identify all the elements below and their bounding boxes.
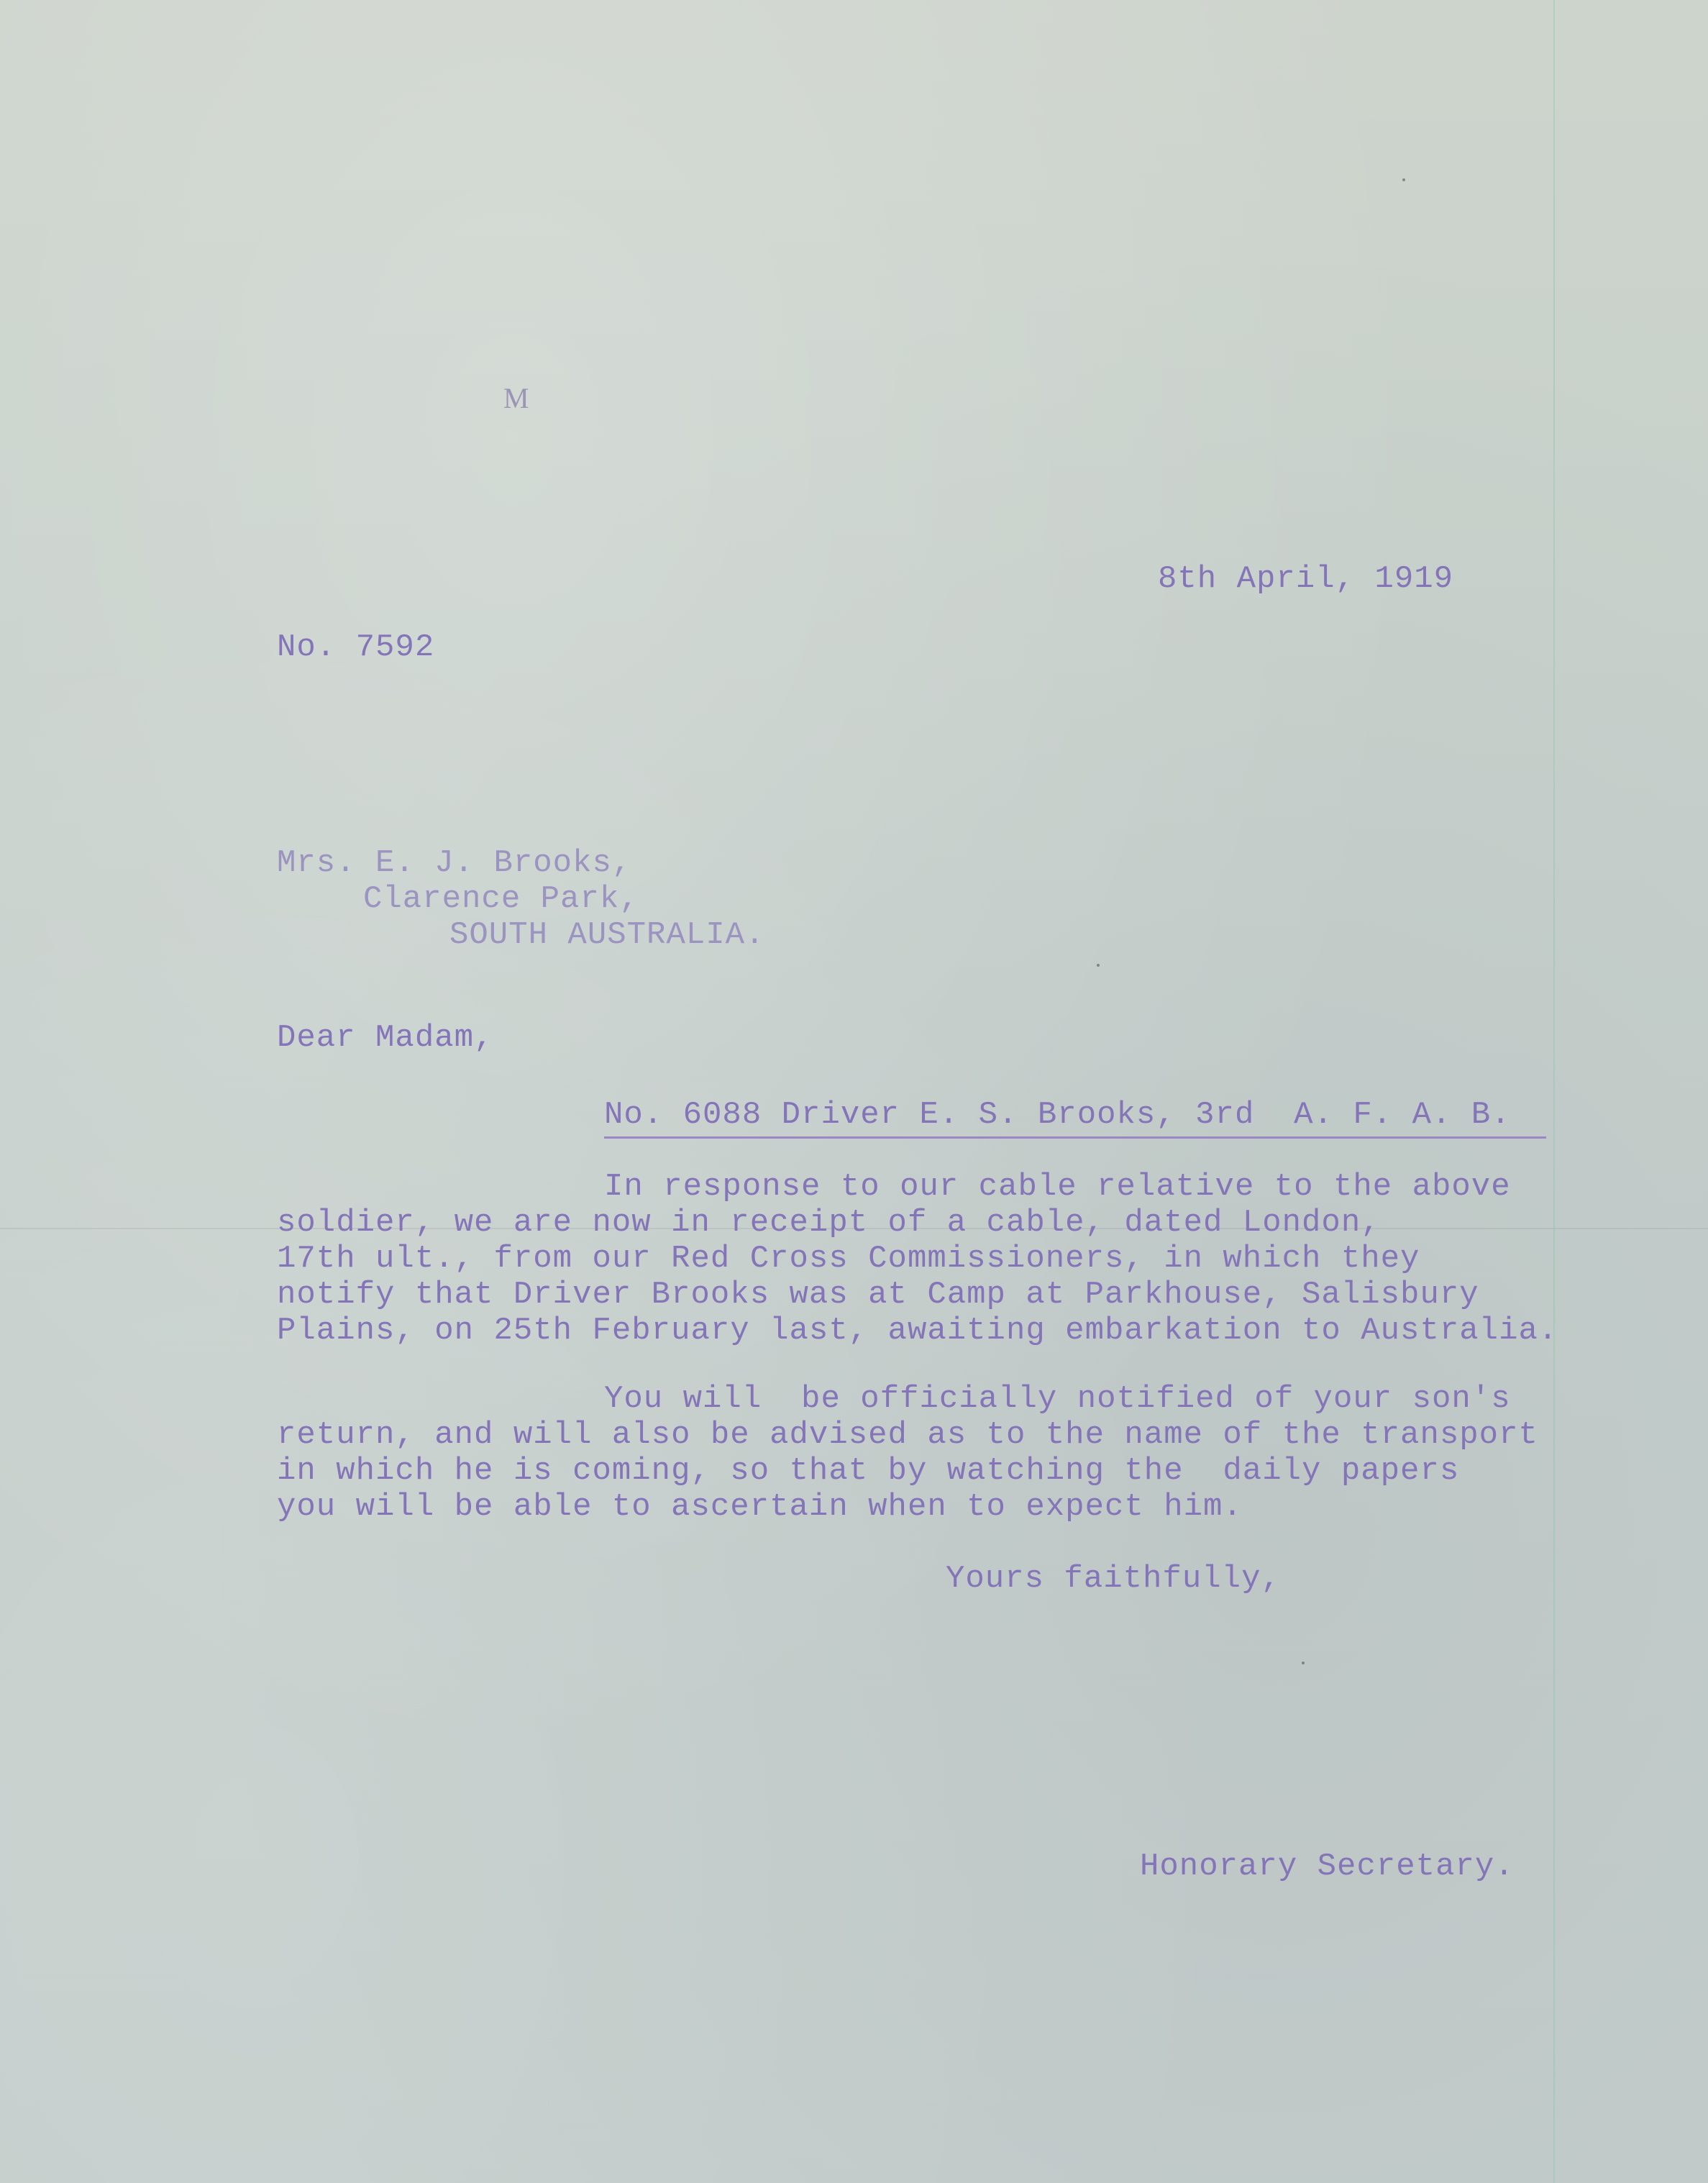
paragraph-line: you will be able to ascertain when to expect him. xyxy=(277,1489,1243,1525)
salutation: Dear Madam, xyxy=(277,1020,494,1056)
letter-date: 8th April, 1919 xyxy=(1158,561,1454,597)
paragraph-line: 17th ult., from our Red Cross Commissioners, in which they xyxy=(277,1241,1420,1277)
paragraph-line: return, and will also be advised as to the name of the transport xyxy=(277,1417,1538,1453)
reference-underline xyxy=(604,1136,1546,1139)
file-number: No. 7592 xyxy=(277,629,435,665)
recipient-name: Mrs. E. J. Brooks, xyxy=(277,845,632,881)
paragraph-line: In response to our cable relative to the above xyxy=(604,1169,1511,1205)
paragraph-line: notify that Driver Brooks was at Camp at Parkhouse, Salisbury xyxy=(277,1277,1479,1313)
recipient-region: SOUTH AUSTRALIA. xyxy=(449,917,765,953)
closing: Yours faithfully, xyxy=(946,1561,1281,1597)
paragraph-line: You will be officially notified of your son's xyxy=(604,1381,1511,1417)
paper-speck xyxy=(1302,1662,1305,1664)
signature-title: Honorary Secretary. xyxy=(1140,1849,1515,1885)
initial-mark: M xyxy=(503,382,529,414)
margin-line xyxy=(1553,0,1555,2183)
paper-speck xyxy=(1402,178,1405,181)
recipient-address-line: Clarence Park, xyxy=(363,881,639,917)
paragraph-line: in which he is coming, so that by watching the daily papers xyxy=(277,1453,1460,1489)
reference-line: No. 6088 Driver E. S. Brooks, 3rd A. F. A. B. xyxy=(604,1097,1511,1133)
paragraph-line: soldier, we are now in receipt of a cable, dated London, xyxy=(277,1205,1381,1241)
paper-speck xyxy=(1097,964,1100,967)
paragraph-line: Plains, on 25th February last, awaiting embarkation to Australia. xyxy=(277,1313,1558,1349)
